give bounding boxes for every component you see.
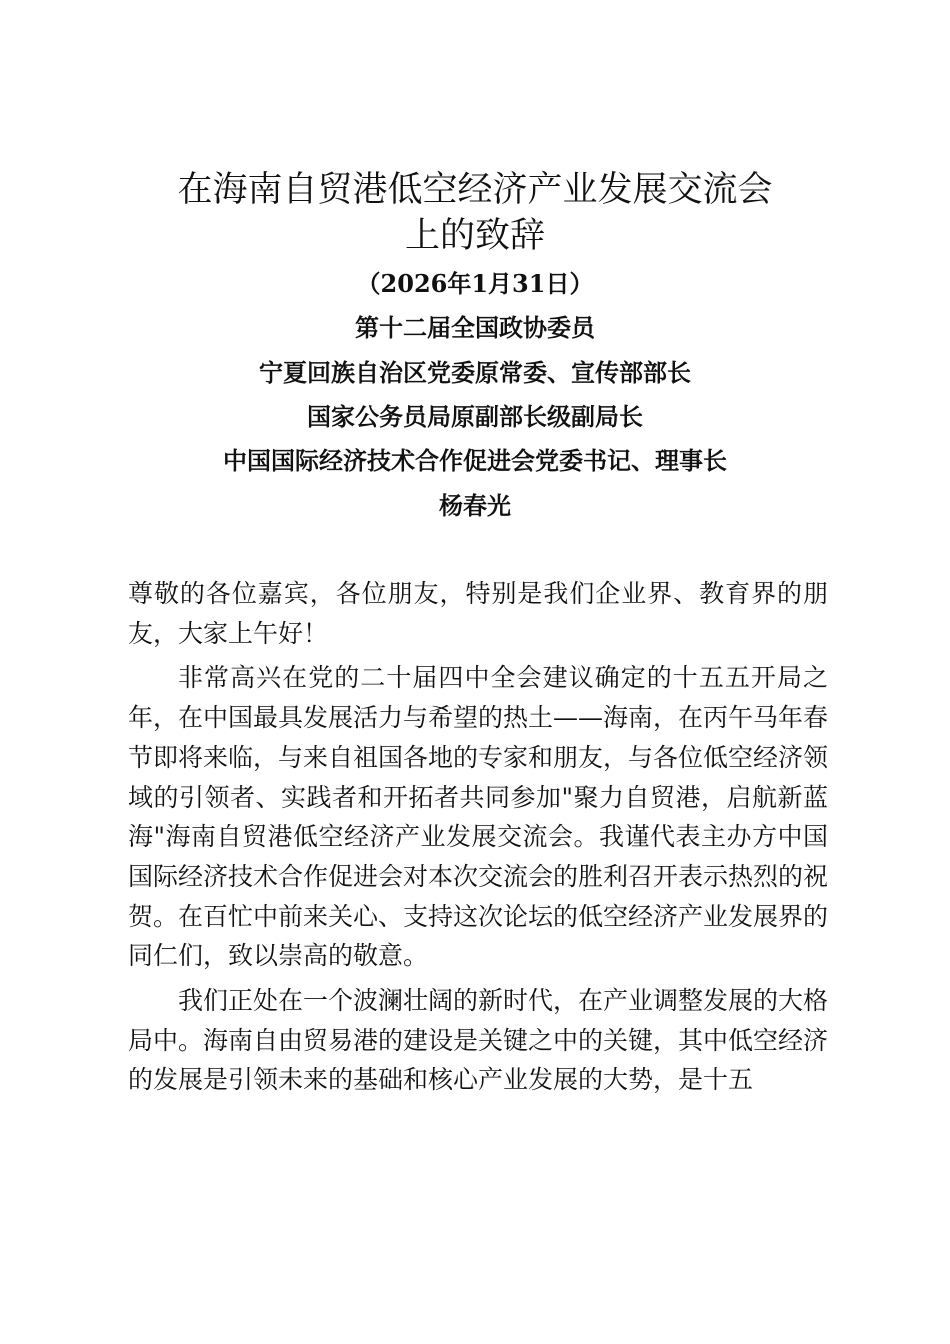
speech-date: （2026年1月31日） bbox=[356, 269, 594, 298]
paragraph-greeting: 尊敬的各位嘉宾，各位朋友，特别是我们企业界、教育界的朋友，大家上午好！ bbox=[128, 579, 828, 648]
document-title-line-2: 上的致辞 bbox=[404, 216, 545, 256]
author-title-1: 第十二届全国政协委员 bbox=[355, 313, 595, 342]
paragraph-opening: 非常高兴在党的二十届四中全会建议确定的十五五开局之年，在中国最具发展活力与希望的热土——海南，在丙午马年春节即将来临，与来自祖国各地的专家和朋友，与各位低空经济领域的引领者、实践者和开拓者共同参加"聚力自贸港，启航新蓝海"海南自贸港低空经济产业发展交流会。我谨代表主办方中国国际经济技术合作促进会对本次交流会的胜利召开表示热烈的祝贺。在百忙中前来关心、支持这次论坛的低空经济产业发展界的同仁们，致以崇高的敬意。 bbox=[128, 663, 829, 971]
author-title-3: 国家公务员局原副部长级副局长 bbox=[307, 402, 643, 431]
author-name: 杨春光 bbox=[439, 491, 511, 520]
speech-body bbox=[128, 574, 828, 1105]
document-title-line-1: 在海南自贸港低空经济产业发展交流会 bbox=[177, 170, 773, 210]
author-title-2: 宁夏回族自治区党委原常委、宣传部部长 bbox=[259, 358, 691, 387]
paragraph-context: 我们正处在一个波澜壮阔的新时代，在产业调整发展的大格局中。海南自由贸易港的建设是关键之中的关键，其中低空经济的发展是引领未来的基础和核心产业发展的大势，是十五 bbox=[128, 986, 829, 1095]
author-title-4: 中国国际经济技术合作促进会党委书记、理事长 bbox=[223, 446, 727, 475]
